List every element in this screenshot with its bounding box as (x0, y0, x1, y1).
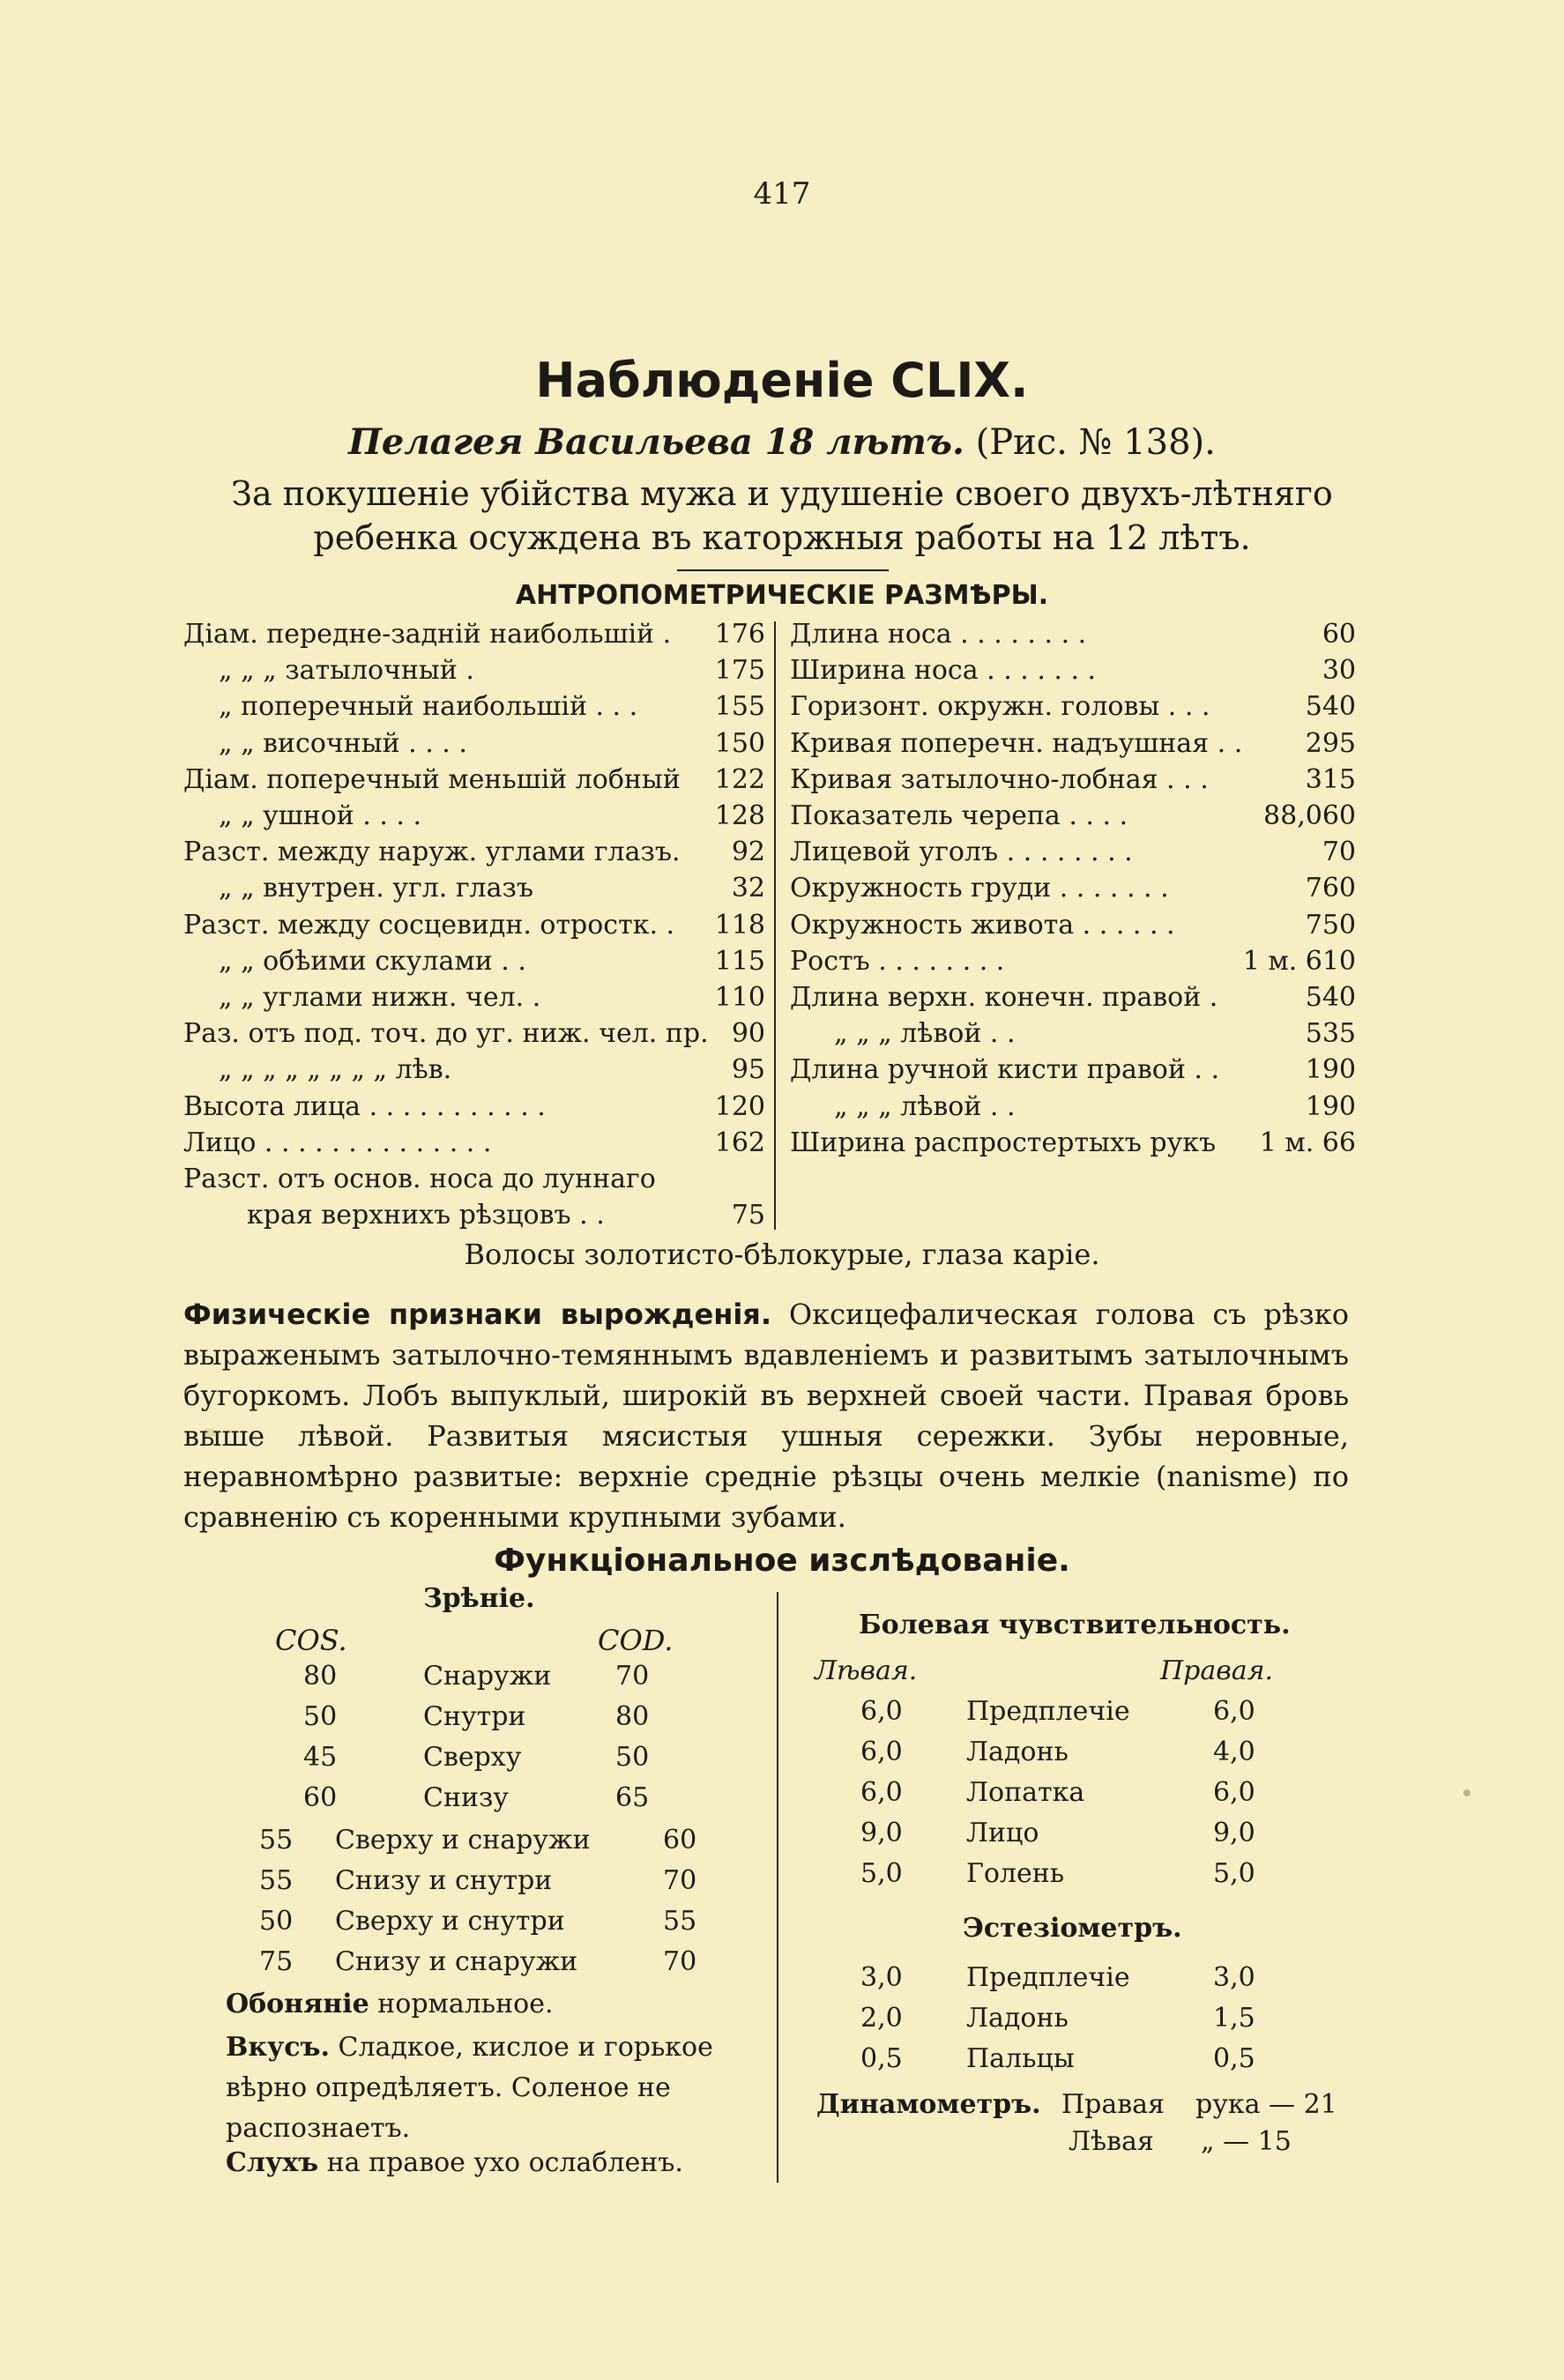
measurement-value: 1 м. 66 (1259, 1127, 1356, 1158)
smell-label: Обоняніе (226, 1989, 369, 2019)
taste-text: Сладкое, кислое и горькое вѣрно опредѣляетъ. Соленое не распознаетъ. (226, 2032, 713, 2144)
measurement-row (790, 1018, 1356, 1057)
measurement-label: Раз. отъ под. точ. до уг. ниж. чел. пр. (183, 1018, 709, 1050)
measurement-row (183, 837, 765, 875)
subject-line (0, 421, 1564, 463)
measurement-row (183, 1164, 765, 1202)
measurement-row (790, 691, 1356, 730)
pain-right-value: 6,0 (1213, 1696, 1255, 1727)
measurement-label: Окружность живота . . . . . . (790, 909, 1175, 941)
vision-cos-value: 55 (259, 1865, 294, 1896)
measurement-value: 1 м. 610 (1242, 945, 1356, 977)
vision-cod-value: 55 (663, 1906, 697, 1937)
measurement-label: Ширина распростертыхъ рукъ (790, 1127, 1217, 1158)
measurement-label: Лицевой уголъ . . . . . . . . (790, 837, 1133, 868)
esthesiometer-left-value: 2,0 (860, 2003, 903, 2034)
pain-body-part: Ладонь (966, 1737, 1069, 1767)
vision-direction: Снаружи (423, 1661, 552, 1692)
measurement-value: 535 (1305, 1018, 1356, 1050)
measurement-row (790, 910, 1356, 948)
measurement-row (183, 764, 765, 803)
measurement-value: 32 (731, 873, 765, 904)
measurement-row (183, 728, 765, 767)
measurement-label: Разст. отъ основ. носа до луннаго (183, 1164, 656, 1194)
measurement-row (790, 837, 1356, 875)
measurement-label: Длина верхн. конечн. правой . (790, 982, 1218, 1013)
measurement-value: 190 (1305, 1090, 1356, 1122)
measurement-row (790, 1127, 1356, 1166)
measurement-row (183, 982, 765, 1021)
vision-cod-value: 60 (663, 1825, 697, 1856)
vision-cod-value: 50 (615, 1742, 650, 1773)
functional-heading: Функціональное изслѣдованіе. (494, 1543, 1070, 1579)
vision-cod-value: 70 (615, 1661, 650, 1692)
figure-reference: (Рис. № 138). (975, 422, 1216, 463)
measurement-value: 60 (1322, 619, 1356, 650)
measurement-label: края верхнихъ рѣзцовъ . . (247, 1200, 605, 1231)
measurement-row (790, 1091, 1356, 1130)
hearing-text: на правое ухо ослабленъ. (326, 2147, 683, 2178)
esthesiometer-right-value: 0,5 (1213, 2043, 1255, 2074)
measurement-value: 120 (714, 1090, 765, 1122)
measurement-row (790, 619, 1356, 658)
vision-direction: Снизу и снутри (335, 1865, 553, 1896)
measurement-row (183, 1127, 765, 1166)
measurement-value: 128 (714, 800, 765, 831)
vision-cos-value: 75 (259, 1946, 294, 1977)
pain-right-value: 9,0 (1213, 1818, 1255, 1848)
esthesiometer-right-value: 3,0 (1213, 1962, 1255, 1993)
esthesiometer-heading: Эстезіометръ. (963, 1913, 1182, 1944)
measurement-value: 122 (714, 763, 765, 795)
measurement-label: „ „ „ „ „ „ „ „ лѣв. (219, 1054, 452, 1086)
measurement-value: 90 (731, 1018, 765, 1050)
measurement-value: 150 (714, 727, 765, 759)
measurement-label: Кривая поперечн. надъушная . . (790, 727, 1243, 759)
measurement-value: 155 (714, 691, 765, 723)
measurement-row (790, 946, 1356, 985)
measurement-label: „ „ внутрен. угл. глазъ (219, 873, 533, 904)
dynamometer-left-value: „ — 15 (1201, 2126, 1292, 2157)
esthesiometer-right-value: 1,5 (1213, 2003, 1255, 2034)
pain-body-part: Предплечіе (966, 1696, 1130, 1727)
measurement-value: 760 (1305, 873, 1356, 904)
vision-direction: Сверху и снаружи (335, 1825, 591, 1856)
pain-body-part: Лицо (966, 1818, 1039, 1848)
measurement-row (183, 691, 765, 730)
vision-cos-value: 55 (259, 1825, 294, 1856)
measurement-value: 315 (1305, 763, 1356, 795)
physical-signs-text: Оксицефалическая голова съ рѣзко выраженымъ затылочно-темяннымъ вдавленіемъ и развитымъ затылочнымъ бугоркомъ. Лобъ выпуклый, широкій въ верхней своей части. Правая бровь выше лѣвой. Развитыя мясистыя ушныя сережки. Зубы неровные, неравномѣрно развитые: верхніе средніе рѣзцы очень мелкіе (nanisme) по сравненію съ коренными крупными зубами. (183, 1298, 1350, 1534)
measurement-label: Высота лица . . . . . . . . . . . (183, 1090, 546, 1122)
measurement-label: Разст. между сосцевидн. отростк. . (183, 909, 675, 941)
subject-name: Пелагея Васильева 18 лѣтъ. (348, 421, 964, 463)
measurement-label: Разст. между наруж. углами глазъ. (183, 837, 681, 868)
pain-body-part: Лопатка (966, 1777, 1085, 1808)
measurement-label: „ „ височный . . . . (219, 727, 467, 759)
measurement-row (183, 1200, 765, 1238)
dynamometer-label: Динамометръ. (816, 2089, 1041, 2120)
heading-rule (677, 569, 889, 571)
vision-cos-value: 60 (303, 1782, 338, 1813)
smell-line (226, 1989, 553, 2019)
dynamometer-right-label: Правая (1061, 2089, 1165, 2120)
measurement-row (790, 764, 1356, 803)
vision-direction: Снизу и снаружи (335, 1946, 578, 1977)
pain-body-part: Голень (966, 1858, 1065, 1889)
measurement-value: 88,060 (1263, 800, 1356, 831)
measurement-value: 92 (731, 837, 765, 868)
pain-left-value: 6,0 (860, 1737, 903, 1767)
measurement-label: „ „ углами нижн. чел. . (219, 982, 541, 1013)
measurement-value: 540 (1305, 982, 1356, 1013)
pain-right-value: 5,0 (1213, 1858, 1255, 1889)
measurement-row (183, 1054, 765, 1093)
anthropometry-heading: АНТРОПОМЕТРИЧЕСКІЕ РАЗМѢРЫ. (515, 580, 1049, 611)
vision-cos-value: 50 (303, 1701, 338, 1732)
measurement-label: Горизонт. окружн. головы . . . (790, 691, 1210, 723)
column-divider (774, 621, 776, 1230)
vision-direction: Сверху и снутри (335, 1906, 565, 1937)
measurement-row (790, 800, 1356, 839)
measurement-value: 70 (1322, 837, 1356, 868)
measurement-label: Діам. поперечный меньшій лобный (183, 763, 681, 795)
esthesiometer-body-part: Пальцы (966, 2043, 1075, 2074)
physical-signs-lead: Физическіе признаки вырожденія. (183, 1298, 771, 1331)
vision-cod-value: 70 (663, 1865, 697, 1896)
measurement-row (790, 1054, 1356, 1093)
pain-right-value: 6,0 (1213, 1777, 1255, 1808)
measurement-label: „ „ ушной . . . . (219, 800, 422, 831)
measurement-value: 162 (714, 1127, 765, 1158)
paper-stain (1463, 1789, 1471, 1796)
measurement-row (790, 655, 1356, 694)
measurement-label: Длина носа . . . . . . . . (790, 619, 1087, 650)
vision-cos-value: 50 (259, 1906, 294, 1937)
measurement-label: „ поперечный наибольшій . . . (219, 691, 638, 723)
observation-title: Наблюденіе CLIX. (535, 353, 1029, 408)
vision-cos-value: 80 (303, 1661, 338, 1692)
vision-cod-header: COD. (598, 1624, 674, 1657)
hair-eyes-note: Волосы золотисто-бѣлокурые, глаза каріе. (464, 1238, 1100, 1271)
vision-cos-value: 45 (303, 1742, 338, 1773)
measurement-row (183, 1018, 765, 1057)
measurement-row (183, 619, 765, 658)
measurement-label: Лицо . . . . . . . . . . . . . . (183, 1127, 492, 1158)
measurement-label: Кривая затылочно-лобная . . . (790, 763, 1209, 795)
measurement-row (183, 800, 765, 839)
page-number: 417 (753, 176, 811, 212)
measurement-value: 110 (714, 982, 765, 1013)
pain-left-value: 6,0 (860, 1777, 903, 1808)
pain-right-value: 4,0 (1213, 1737, 1255, 1767)
measurement-label: „ „ „ лѣвой . . (834, 1090, 1016, 1122)
pain-left-header: Лѣвая. (815, 1655, 918, 1686)
esthesiometer-body-part: Предплечіе (966, 1962, 1130, 1993)
measurement-label: Окружность груди . . . . . . . (790, 873, 1169, 904)
pain-right-header: Правая. (1160, 1655, 1273, 1686)
measurement-value: 95 (731, 1054, 765, 1086)
esthesiometer-body-part: Ладонь (966, 2003, 1069, 2034)
dynamometer-right-value: рука — 21 (1195, 2089, 1337, 2120)
measurement-value: 175 (714, 655, 765, 687)
measurement-label: Ростъ . . . . . . . . (790, 945, 1005, 977)
measurement-row (183, 910, 765, 948)
measurement-value: 750 (1305, 909, 1356, 941)
measurement-value: 295 (1305, 727, 1356, 759)
pain-left-value: 6,0 (860, 1696, 903, 1727)
hearing-label: Слухъ (226, 2147, 319, 2178)
measurement-value: 118 (714, 909, 765, 941)
esthesiometer-left-value: 3,0 (860, 1962, 903, 1993)
pain-left-value: 5,0 (860, 1858, 903, 1889)
taste-paragraph (226, 2027, 755, 2149)
measurement-value: 30 (1322, 655, 1356, 687)
measurement-label: Діам. передне-задній наибольшій . (183, 619, 672, 650)
vision-direction: Снутри (423, 1701, 526, 1732)
smell-text: нормальное. (377, 1989, 554, 2019)
column-divider (777, 1592, 778, 2183)
crime-description: За покушеніе убійства мужа и удушеніе своего двухъ-лѣтняго ребенка осуждена въ каторжныя работы на 12 лѣтъ. (231, 474, 1333, 557)
measurement-row (790, 728, 1356, 767)
vision-cos-header: COS. (275, 1624, 347, 1657)
physical-signs-paragraph (183, 1294, 1349, 1537)
measurement-label: „ „ обѣими скулами . . (219, 945, 526, 977)
measurement-label: „ „ „ лѣвой . . (834, 1018, 1016, 1050)
hearing-line (226, 2147, 683, 2178)
measurement-row (183, 1091, 765, 1130)
taste-label: Вкусъ. (226, 2032, 330, 2063)
measurement-value: 176 (714, 619, 765, 650)
vision-direction: Сверху (423, 1742, 522, 1773)
vision-cod-value: 70 (663, 1946, 697, 1977)
measurement-label: „ „ „ затылочный . (219, 655, 474, 687)
vision-cod-value: 80 (615, 1701, 650, 1732)
measurement-value: 115 (714, 945, 765, 977)
dynamometer-left-label: Лѣвая (1069, 2126, 1154, 2157)
measurement-row (183, 946, 765, 985)
measurement-value: 540 (1305, 691, 1356, 723)
measurement-row (183, 873, 765, 911)
measurement-label: Длина ручной кисти правой . . (790, 1054, 1219, 1086)
vision-direction: Снизу (423, 1782, 509, 1813)
measurement-value: 75 (731, 1200, 765, 1231)
measurement-row (790, 873, 1356, 911)
measurement-row (790, 982, 1356, 1021)
vision-heading: Зрѣніе. (423, 1583, 535, 1614)
measurement-label: Показатель черепа . . . . (790, 800, 1128, 831)
measurement-row (183, 655, 765, 694)
pain-heading: Болевая чувствительность. (859, 1610, 1291, 1640)
measurement-label: Ширина носа . . . . . . . (790, 655, 1097, 687)
pain-left-value: 9,0 (860, 1818, 903, 1848)
esthesiometer-left-value: 0,5 (860, 2043, 903, 2074)
vision-cod-value: 65 (615, 1782, 650, 1813)
measurement-value: 190 (1305, 1054, 1356, 1086)
